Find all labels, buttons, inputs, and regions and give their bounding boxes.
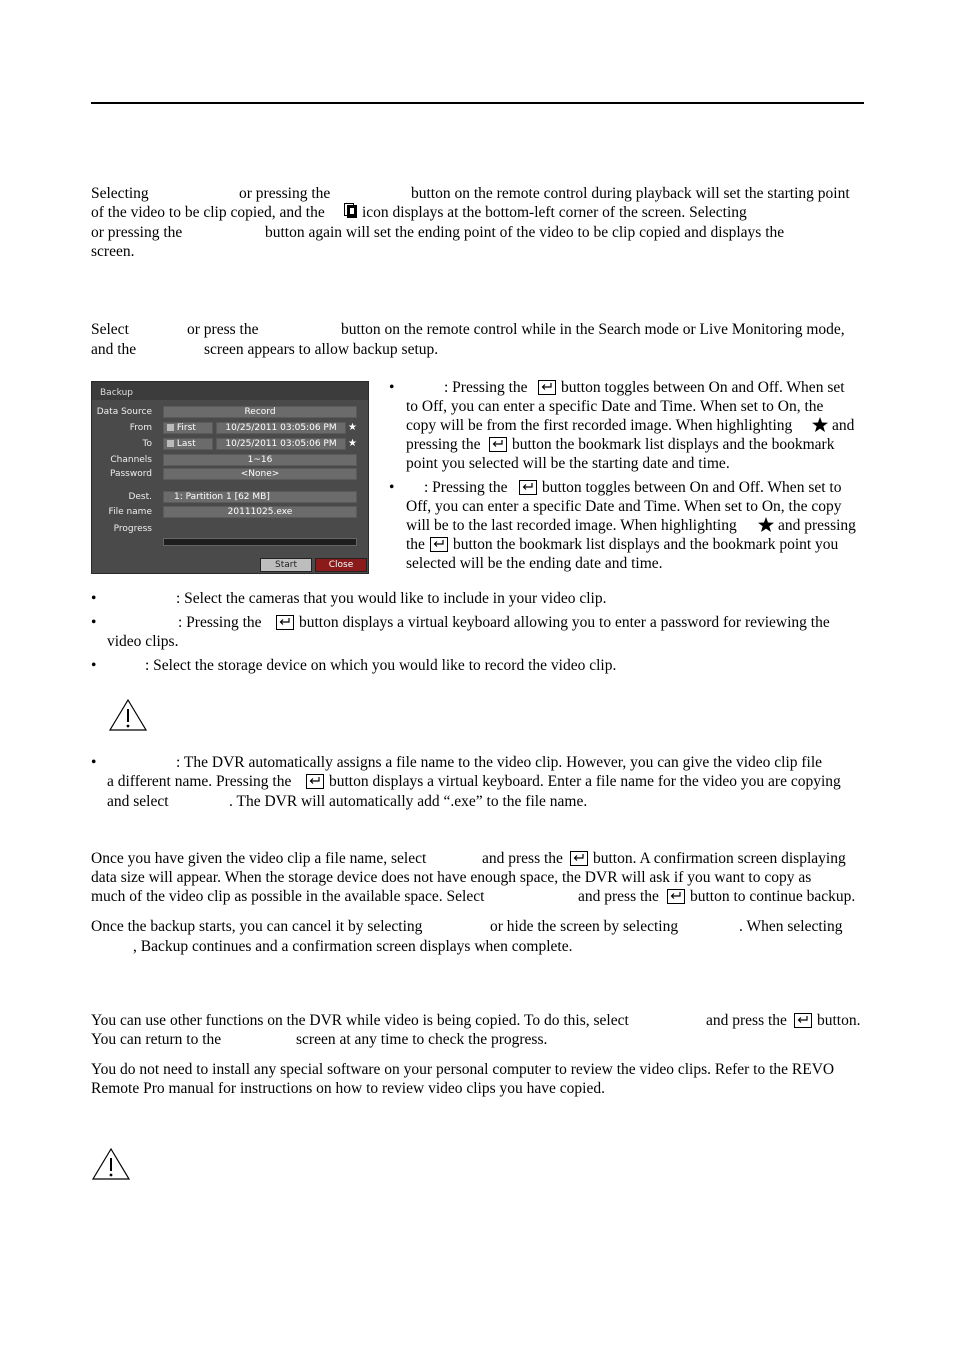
text-run: screen. xyxy=(91,243,135,260)
text-run: to Off, you can enter a specific Date and Time. When set to On, the xyxy=(406,398,824,415)
data-source-label: Data Source xyxy=(96,407,152,417)
password-label: Password xyxy=(109,469,152,479)
password-field[interactable]: <None> xyxy=(163,468,357,480)
text-run: icon displays at the bottom-left corner of the screen. Selecting xyxy=(362,204,747,221)
filename-field[interactable]: 20111025.exe xyxy=(163,506,357,518)
text-run: and xyxy=(832,417,855,434)
text-run: will be to the last recorded image. When highlighting xyxy=(406,517,737,534)
text-run: pressing the xyxy=(406,436,481,453)
text-run: and pressing xyxy=(778,517,856,534)
bullet-dot: • xyxy=(389,379,395,396)
text-run: You do not need to install any special software on your personal computer to review the video clips. Refer to the REVO xyxy=(91,1061,835,1078)
text-run: video clips. xyxy=(107,633,179,650)
text-run: or pressing the xyxy=(91,224,183,241)
enter-key-icon xyxy=(519,479,537,498)
text-run: : Pressing the xyxy=(444,379,528,396)
bullet-dot: • xyxy=(389,479,395,496)
text-run: button to continue backup. xyxy=(690,888,856,905)
text-run: button. A confirmation screen displaying xyxy=(593,850,846,867)
caution-icon xyxy=(91,1147,131,1186)
backup-dialog xyxy=(91,381,369,574)
text-run: : The DVR automatically assigns a file name to the video clip. However, you can give the video clip file xyxy=(176,754,823,771)
from-label: From xyxy=(129,423,152,433)
text-run: data size will appear. When the storage device does not have enough space, the DVR will ask if you want to copy as xyxy=(91,869,812,886)
enter-key-icon xyxy=(489,436,507,455)
text-run: : Pressing the xyxy=(178,614,262,631)
text-run: Off, you can enter a specific Date and Time. When set to On, the copy xyxy=(406,498,842,515)
data-source-field[interactable]: Record xyxy=(163,406,357,418)
channels-label: Channels xyxy=(110,455,152,465)
text-run: of the video to be clip copied, and the xyxy=(91,204,325,221)
text-run: : Pressing the xyxy=(424,479,508,496)
enter-key-icon xyxy=(570,850,588,869)
text-run: Remote Pro manual for instructions on how to review video clips you have copied. xyxy=(91,1080,605,1097)
text-run: point you selected will be the starting date and time. xyxy=(406,455,730,472)
caution-icon xyxy=(108,698,148,737)
text-run: Select xyxy=(91,321,129,338)
text-run: , Backup continues and a confirmation screen displays when complete. xyxy=(133,938,573,955)
enter-key-icon xyxy=(794,1012,812,1031)
header-rule xyxy=(91,102,864,104)
close-button[interactable]: Close xyxy=(315,558,367,572)
dest-dropdown[interactable]: 1: Partition 1 [62 MB] xyxy=(163,491,357,503)
bookmark-star-icon[interactable]: ★ xyxy=(348,438,357,449)
enter-key-icon xyxy=(276,614,294,633)
text-run: button toggles between On and Off. When set to xyxy=(542,479,842,496)
text-run: : Select the storage device on which you would like to record the video clip. xyxy=(145,657,617,674)
text-run: button displays a virtual keyboard allowing you to enter a password for reviewing the xyxy=(299,614,830,631)
text-run: You can return to the xyxy=(91,1031,222,1048)
text-run: and press the xyxy=(578,888,659,905)
bookmark-star-icon[interactable]: ★ xyxy=(348,422,357,433)
text-run: selected will be the ending date and time. xyxy=(406,555,663,572)
text-run: : Select the cameras that you would like to include in your video clip. xyxy=(176,590,607,607)
text-run: screen at any time to check the progress. xyxy=(296,1031,548,1048)
text-run: and press the xyxy=(482,850,563,867)
clip-copy-icon xyxy=(344,203,358,223)
channels-field[interactable]: 1~16 xyxy=(163,454,357,466)
text-run: the xyxy=(406,536,425,553)
enter-key-icon xyxy=(306,773,324,792)
bullet-dot: • xyxy=(91,590,97,607)
text-run: button on the remote control while in the Search mode or Live Monitoring mode, xyxy=(341,321,845,338)
text-run: button toggles between On and Off. When set xyxy=(561,379,845,396)
text-run: or pressing the xyxy=(239,185,331,202)
bullet-dot: • xyxy=(91,614,97,631)
text-run: screen appears to allow backup setup. xyxy=(204,341,439,358)
dialog-title: Backup xyxy=(92,382,368,400)
text-run: and press the xyxy=(706,1012,787,1029)
text-run: and select xyxy=(107,793,169,810)
text-run: and the xyxy=(91,341,137,358)
dest-label: Dest. xyxy=(128,492,152,502)
text-run: button again will set the ending point of the video to be clip copied and displays the xyxy=(265,224,785,241)
text-run: button the bookmark list displays and the bookmark xyxy=(512,436,835,453)
text-run: button displays a virtual keyboard. Enter a file name for the video you are copying xyxy=(329,773,841,790)
to-label: To xyxy=(142,439,152,449)
text-run: button on the remote control during playback will set the starting point xyxy=(411,185,850,202)
text-run: . When selecting xyxy=(739,918,843,935)
text-run: Selecting xyxy=(91,185,149,202)
checkbox-icon xyxy=(167,440,174,447)
filename-label: File name xyxy=(108,507,152,517)
enter-key-icon xyxy=(667,888,685,907)
text-run: button. xyxy=(817,1012,861,1029)
progress-bar xyxy=(163,538,357,546)
enter-key-icon xyxy=(538,379,556,398)
enter-key-icon xyxy=(430,536,448,555)
text-run: a different name. Pressing the xyxy=(107,773,292,790)
to-datetime-field[interactable]: 10/25/2011 03:05:06 PM xyxy=(216,438,346,450)
text-run: Once the backup starts, you can cancel it by selecting xyxy=(91,918,423,935)
text-run: copy will be from the first recorded image. When highlighting xyxy=(406,417,793,434)
text-run: . The DVR will automatically add “.exe” to the file name. xyxy=(229,793,588,810)
text-run: You can use other functions on the DVR while video is being copied. To do this, select xyxy=(91,1012,629,1029)
text-run: or press the xyxy=(187,321,259,338)
text-run: Once you have given the video clip a file name, select xyxy=(91,850,427,867)
to-last-checkbox[interactable]: Last xyxy=(163,438,213,450)
from-first-checkbox[interactable]: First xyxy=(163,422,213,434)
checkbox-icon xyxy=(167,424,174,431)
text-run: button the bookmark list displays and the bookmark point you xyxy=(453,536,839,553)
text-run: much of the video clip as possible in the available space. Select xyxy=(91,888,485,905)
start-button[interactable]: Start xyxy=(260,558,312,572)
bullet-dot: • xyxy=(91,754,97,771)
bullet-dot: • xyxy=(91,657,97,674)
progress-label: Progress xyxy=(113,524,152,534)
text-run: or hide the screen by selecting xyxy=(490,918,679,935)
from-datetime-field[interactable]: 10/25/2011 03:05:06 PM xyxy=(216,422,346,434)
